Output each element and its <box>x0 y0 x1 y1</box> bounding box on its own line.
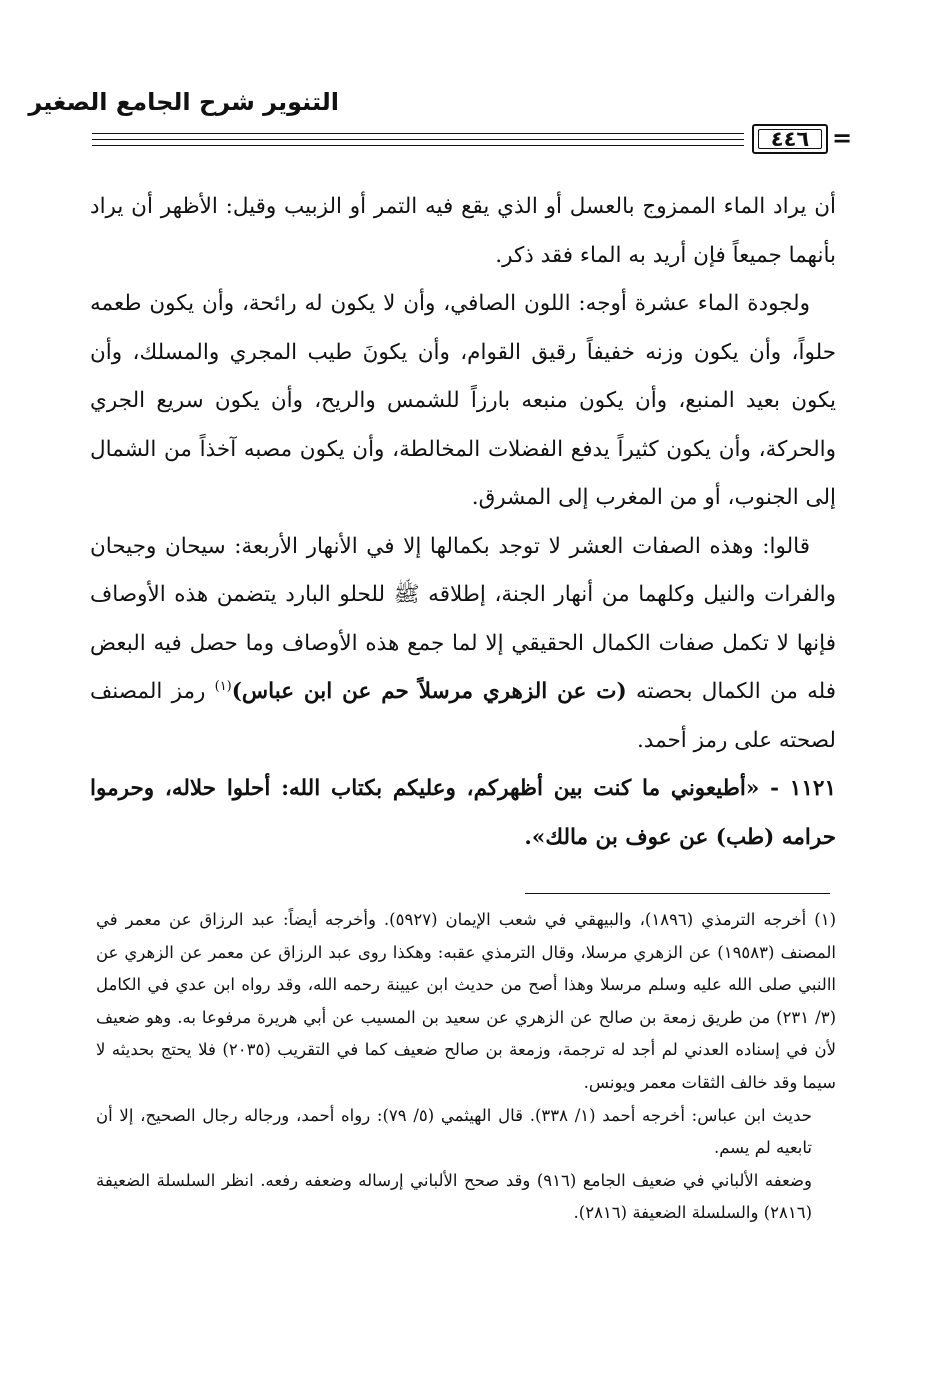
page-number-box <box>752 124 828 154</box>
running-title: التنوير شرح الجامع الصغير <box>28 88 339 116</box>
paragraph-3-tail: رمز المصنف لصحته على رمز أحمد. <box>90 679 836 753</box>
page-number: ٤٤٦ <box>770 127 810 151</box>
footnote-1-albani: وضعفه الألباني في ضعيف الجامع (٩١٦) وقد صحح الألباني إرساله وضعفه رفعه. انظر السلسلة الضعيفة (٢٨١٦) والسلسلة الضعيفة (٢٨١٦). <box>96 1170 812 1223</box>
paragraph-2: ولجودة الماء عشرة أوجه: اللون الصافي، وأن لا يكون له رائحة، وأن يكون طعمه حلواً، وأن يكون وزنه خفيفاً رقيق القوام، وأن يكونَ طيب المجري والمسلك، وأن يكون بعيد المنبع، وأن يكون منبعه بارزاً للشمس والريح، وأن يكون سريع الجري والحركة، وأن يكون كثيراً يدفع الفضلات المخالطة، وأن يكون مصبه آخذاً من الشمال إلى الجنوب، أو من المغرب إلى المشرق. <box>90 291 836 510</box>
main-text <box>90 183 836 862</box>
source-citation: (ت عن الزهري مرسلاً حم عن ابن عباس) <box>231 679 627 704</box>
paragraph-3 <box>90 523 836 766</box>
paragraph-3-text: قالوا: وهذه الصفات العشر لا توجد بكمالها إلا في الأنهار الأربعة: سيحان وجيحان والفرات والنيل وكلهما من أنهار الجنة، إطلاقه ﷺ للحلو البارد يتضمن هذه الأوصاف فإنها لا تكمل صفات الكمال الحقيقي إلا لما جمع هذه الأوصاف وما حصل فيه البعض فله من الكمال بحصته <box>90 533 836 704</box>
footnote-ref: (١) <box>214 678 232 694</box>
footnotes <box>96 904 836 1230</box>
hadith-1121: ١١٢١ - «أطيعوني ما كنت بين أظهركم، وعليكم بكتاب الله: أحلوا حلاله، وحرموا حرامه (طب) عن عوف بن مالك». <box>90 776 836 850</box>
paragraph-1: أن يراد الماء الممزوج بالعسل أو الذي يقع فيه التمر أو الزبيب وقيل: الأظهر أن يراد بأنهما جميعاً فإن أريد به الماء فقد ذكر. <box>90 194 836 268</box>
header-marker: = <box>832 124 853 152</box>
header-rule <box>92 125 744 155</box>
footnote-1: (١) أخرجه الترمذي (١٨٩٦)، والبيهقي في شعب الإيمان (٥٩٢٧). وأخرجه أيضاً: عبد الرزاق عن معمر في المصنف (١٩٥٨٣) عن الزهري مرسلا، وقال الترمذي عقبه: وهكذا روى عبد الرزاق عن معمر عن الزهري عن االنبي صلى الله عليه وسلم مرسلا وهذا أصح من حديث ابن عيينة رحمه الله، وقد رواه ابن عدي في الكامل (٣/ ٢٣١) من طريق زمعة بن صالح عن الزهري عن سعيد بن المسيب عن أبي هريرة مرفوعا به. وهو ضعيف لأن في إسناده العدني لم أجد له ترجمة، وزمعة بن صالح ضعيف كما في التقريب (٢٠٣٥) فلا يحتج بحديثه لا سيما وقد خالف الثقات معمر ويونس. <box>96 910 836 1092</box>
footnote-1-ibn-abbas: حديث ابن عباس: أخرجه أحمد (١/ ٣٣٨). قال الهيثمي (٥/ ٧٩): رواه أحمد، ورجاله رجال الصحيح، إلا أن تابعيه لم يسم. <box>96 1105 813 1158</box>
footnote-separator <box>525 893 830 894</box>
